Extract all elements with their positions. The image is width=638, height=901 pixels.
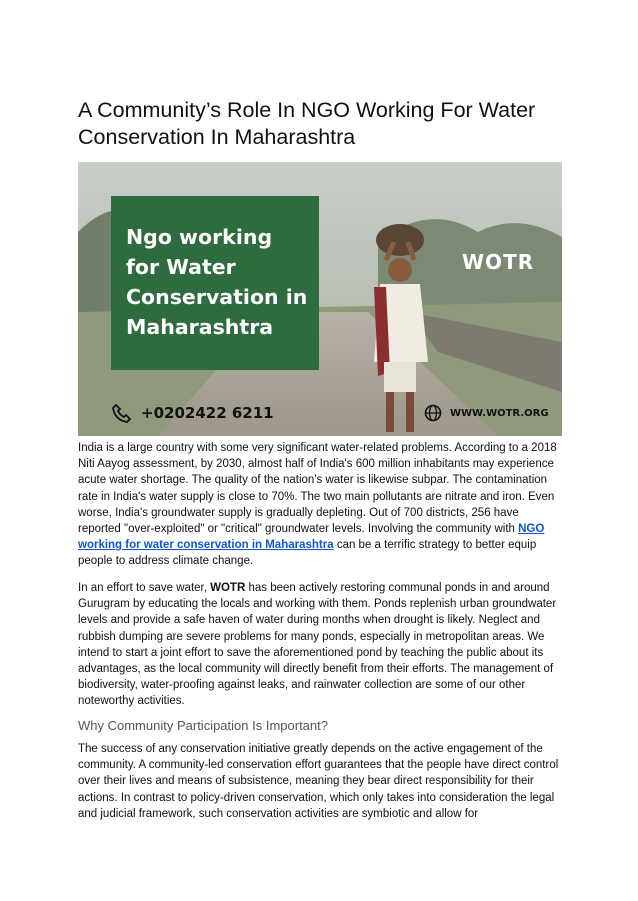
paragraph-1-text: India is a large country with some very significant water-related problems. According to a 2018 Niti Aayog assessment, by 2030, almost half of India's 600 million inhabitants may experience acute water shortage. The quality of the nation's water is likewise subpar. The contamination rate in India's water supply is close to 70%. The two main pollutants are nitrate and iron. Even worse, India's groundwater supply is gradually depleting. Out of 700 districts, 256 have reported "over-exploited" or "critical" groundwater levels. Involving the community with bbox=[78, 442, 557, 536]
website-contact bbox=[424, 402, 549, 424]
wotr-bold: WOTR bbox=[210, 582, 246, 594]
wotr-logo bbox=[462, 250, 534, 274]
section-heading: Why Community Participation Is Important? bbox=[78, 718, 328, 733]
ngo-link[interactable]: NGO working for water conservation in Maharashtra bbox=[78, 523, 545, 552]
page-title: A Community’s Role In NGO Working For Water Conservation In Maharashtra bbox=[78, 98, 536, 149]
headline-box bbox=[111, 196, 319, 370]
phone-icon bbox=[111, 402, 133, 424]
hero-banner bbox=[78, 162, 562, 436]
banner-headline: Ngo working for Water Conservation in Maharashtra bbox=[126, 225, 308, 339]
phone-number: +0202422 6211 bbox=[141, 404, 274, 422]
globe-icon bbox=[424, 404, 442, 422]
website-url: WWW.WOTR.ORG bbox=[450, 407, 549, 419]
paragraph-1-text-end: can be a terrific strategy to better equip people to address climate change. bbox=[78, 539, 537, 568]
paragraph-2-text-end: has been actively restoring communal ponds in and around Gurugram by educating the locals and working with them. Ponds replenish urban groundwater levels and provide a safe haven of water during months when drought is likely. Neglect and rubbish dumping are severe problems for many ponds, especially in metropolitan areas. We intend to start a joint effort to save the aforementioned pond by teaching the public about its advantages, as the local community will directly benefit from their efforts. The management of biodiversity, water-proofing against leaks, and rainwater collection are some of our other noteworthy activities. bbox=[78, 582, 557, 708]
paragraph-3: The success of any conservation initiative greatly depends on the active engagement of the community. A community-led conservation effort guarantees that the people have direct control over their lives and means of subsistence, meaning they bear direct responsibility for their actions. In contrast to policy-driven conservation, which only takes into consideration the legal and judicial framework, such conservation activities are symbiotic and allow for bbox=[78, 743, 559, 820]
phone-contact bbox=[111, 402, 274, 424]
paragraph-2 bbox=[78, 580, 564, 710]
paragraph-1 bbox=[78, 440, 564, 570]
paragraph-2-text: In an effort to save water, bbox=[78, 582, 211, 594]
logo-text: WOTR bbox=[462, 250, 535, 274]
